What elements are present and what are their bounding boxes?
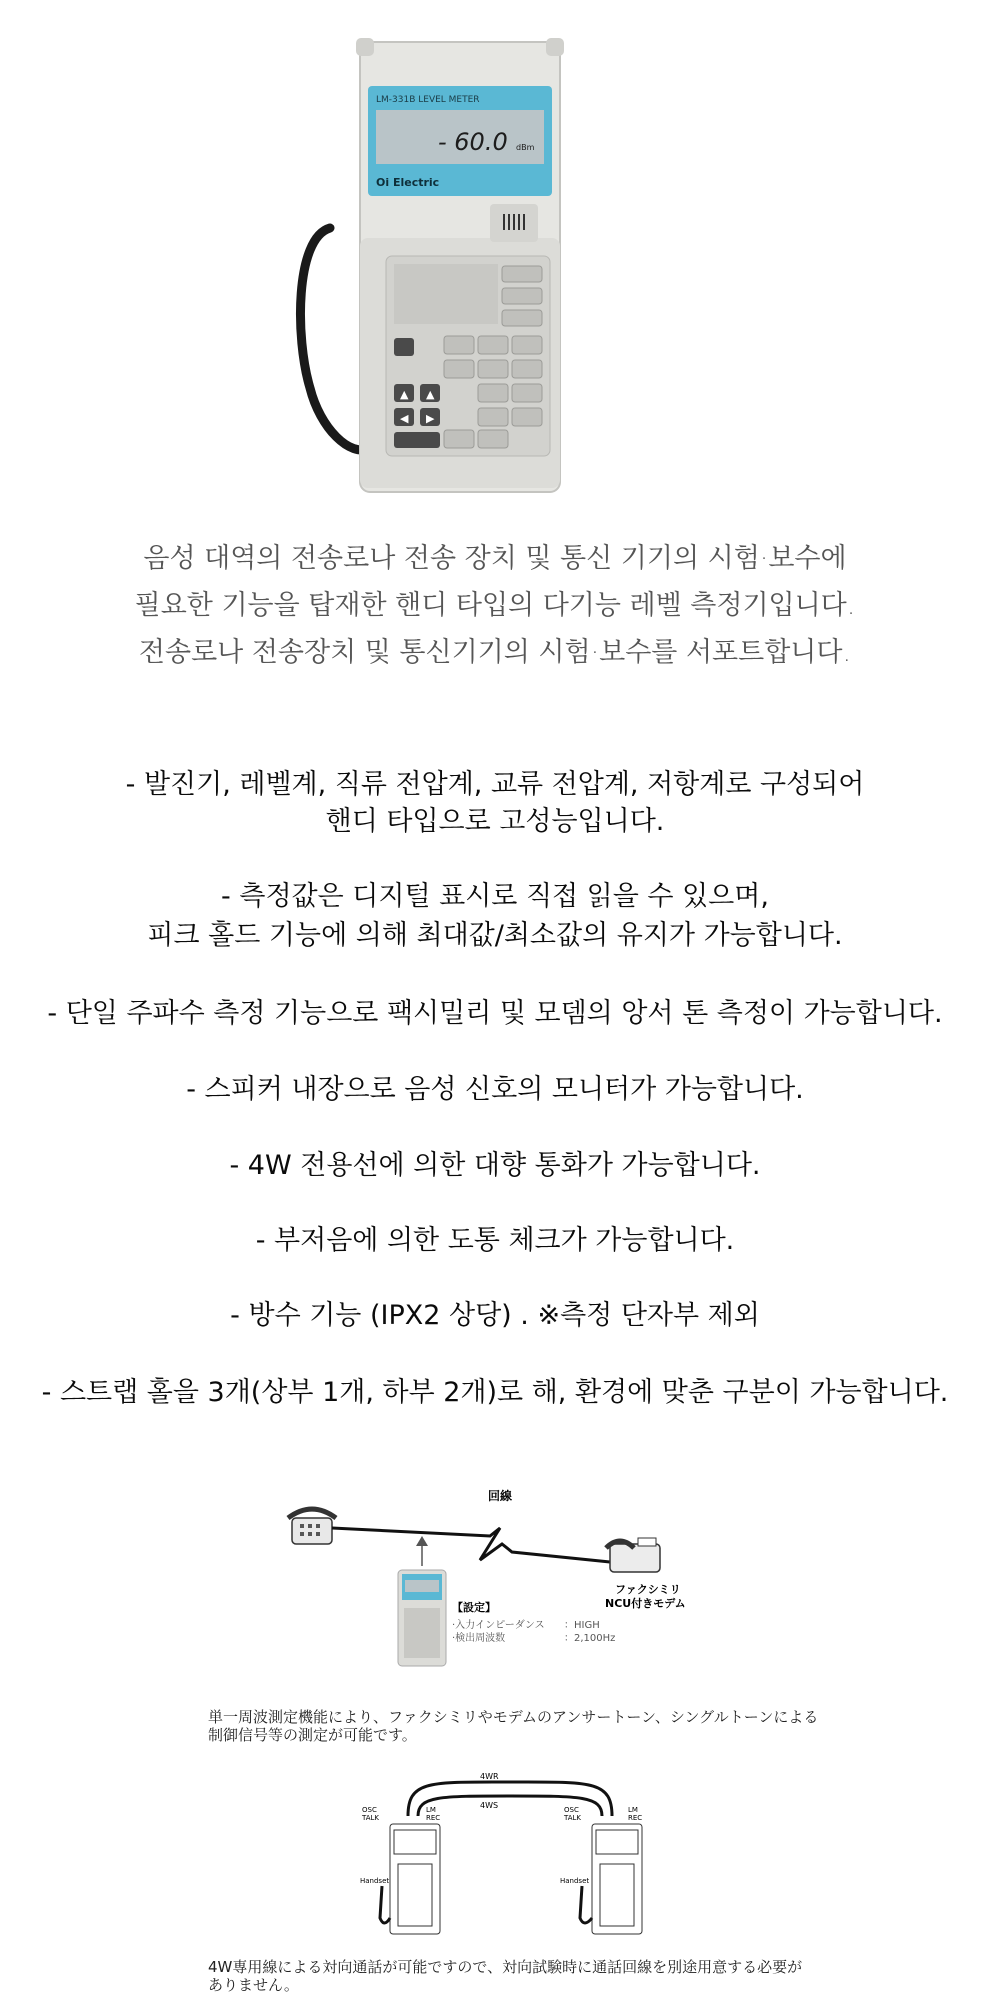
svg-text:【設定】: 【設定】 xyxy=(452,1601,496,1614)
feature-line: 피크 홀드 기능에 의해 최대값/최소값의 유지가 가능합니다. xyxy=(147,920,843,951)
svg-text:Oi Electric: Oi Electric xyxy=(376,176,440,189)
fax-machine-icon xyxy=(606,1538,660,1572)
handset-icon xyxy=(380,1886,390,1923)
feature-line: - 발진기, 레벨계, 직류 전압계, 교류 전압계, 저항계로 구성되어 xyxy=(125,769,865,800)
intro-line: 필요한 기능을 탑재한 핸디 타입의 다기능 레벨 측정기입니다. xyxy=(134,590,856,621)
svg-text:：2,100Hz: ：2,100Hz xyxy=(564,1633,616,1644)
level-meter-illustration xyxy=(290,38,640,498)
feature-line: - 스피커 내장으로 음성 신호의 모니터가 가능합니다. xyxy=(186,1074,804,1105)
svg-text:回線: 回線 xyxy=(488,1489,513,1503)
intro-paragraph xyxy=(0,535,990,676)
level-meter-left-icon xyxy=(390,1824,440,1934)
svg-text:TALK: TALK xyxy=(362,1814,380,1822)
svg-text:Handset: Handset xyxy=(360,1877,390,1885)
handset-icon xyxy=(580,1886,592,1923)
svg-text:LM: LM xyxy=(426,1806,436,1814)
intro-line: 전송로나 전송장치 및 통신기기의 시험·보수를 서포트합니다. xyxy=(138,637,852,668)
feature-line: 핸디 타입으로 고성능입니다. xyxy=(325,806,665,837)
telephone-icon xyxy=(288,1509,336,1544)
svg-text:▲: ▲ xyxy=(400,388,409,401)
feature-line: - 스트랩 홀을 3개(상부 1개, 하부 2개)로 해, 환경에 맞춘 구분이 가능합니다. xyxy=(41,1377,949,1408)
intro-line: 음성 대역의 전송로나 전송 장치 및 통신 기기의 시험·보수에 xyxy=(143,543,847,574)
svg-text:◀: ◀ xyxy=(400,412,409,425)
svg-text:4WR: 4WR xyxy=(480,1772,499,1781)
four-wire-talk-diagram xyxy=(360,1768,660,1953)
svg-text:·入力インピーダンス: ·入力インピーダンス xyxy=(452,1620,545,1631)
svg-text:Handset: Handset xyxy=(560,1877,590,1885)
svg-text:4WS: 4WS xyxy=(480,1801,499,1810)
level-meter-mini-icon xyxy=(398,1570,446,1666)
feature-line: - 4W 전용선에 의한 대향 통화가 가능합니다. xyxy=(229,1150,761,1181)
feature-line: - 부저음에 의한 도통 체크가 가능합니다. xyxy=(255,1225,735,1256)
svg-text:NCU付きモデム: NCU付きモデム xyxy=(605,1597,686,1610)
svg-text:LM-331B LEVEL METER: LM-331B LEVEL METER xyxy=(376,95,480,105)
svg-text:OSC: OSC xyxy=(362,1806,377,1814)
level-meter-right-icon xyxy=(592,1824,642,1934)
svg-text:- 60.0: - 60.0 xyxy=(438,128,508,156)
svg-text:▶: ▶ xyxy=(426,412,435,425)
svg-text:TALK: TALK xyxy=(564,1814,582,1822)
svg-text:：HIGH: ：HIGH xyxy=(564,1620,600,1631)
svg-text:REC: REC xyxy=(628,1814,643,1822)
svg-text:·検出周波数: ·検出周波数 xyxy=(452,1633,506,1644)
svg-text:OSC: OSC xyxy=(564,1806,579,1814)
feature-line: - 단일 주파수 측정 기능으로 팩시밀리 및 모뎀의 앙서 톤 측정이 가능합니다. xyxy=(47,998,943,1029)
svg-text:REC: REC xyxy=(426,1814,441,1822)
svg-text:▲: ▲ xyxy=(426,388,435,401)
answer-tone-diagram xyxy=(280,1478,720,1683)
svg-text:LM: LM xyxy=(628,1806,638,1814)
device-photo xyxy=(290,38,640,498)
feature-line: - 방수 기능 (IPX2 상당) . ※측정 단자부 제외 xyxy=(230,1300,760,1331)
diagram2-caption: 4W専用線による対向通話が可能ですので、対向試験時に通話回線を別途用意する必要が ありません。 xyxy=(208,1958,803,1994)
diagram1-caption: 単一周波測定機能により、ファクシミリやモデムのアンサートーン、シングルトーンによる 制御信号等の測定が可能です。 xyxy=(208,1708,819,1744)
svg-text:ファクシミリ: ファクシミリ xyxy=(615,1583,681,1596)
svg-text:dBm: dBm xyxy=(516,143,535,152)
feature-line: - 측정값은 디지털 표시로 직접 읽을 수 있으며, xyxy=(221,881,769,912)
